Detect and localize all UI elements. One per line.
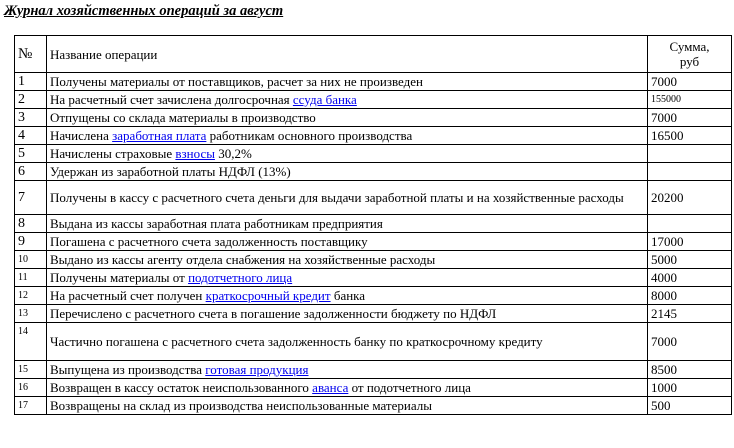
table-row <box>15 251 732 269</box>
row-number: 8 <box>15 215 47 233</box>
operation-text: Возвращен в кассу остаток неиспользованного <box>50 380 313 395</box>
operation-text: Погашена с расчетного счета задолженность поставщику <box>50 234 368 249</box>
header-operation-name: Название операции <box>47 36 648 73</box>
row-number: 15 <box>15 361 47 379</box>
operation-text: Получены материалы от поставщиков, расчет за них не произведен <box>50 74 423 89</box>
table-row <box>15 91 732 109</box>
term-link[interactable]: краткосрочный кредит <box>205 288 331 303</box>
row-number: 13 <box>15 305 47 323</box>
row-number: 14 <box>15 323 47 361</box>
table-row <box>15 215 732 233</box>
operation-text: работникам основного производства <box>206 128 413 143</box>
operation-name <box>47 73 648 91</box>
operation-name <box>47 215 648 233</box>
operation-name <box>47 323 648 361</box>
operation-name <box>47 181 648 215</box>
header-amount-line1: Сумма, <box>669 39 710 54</box>
amount-cell: 500 <box>648 397 732 415</box>
amount-cell: 7000 <box>648 73 732 91</box>
term-link[interactable]: готовая продукция <box>205 362 309 377</box>
row-number: 7 <box>15 181 47 215</box>
term-link[interactable]: аванса <box>312 380 349 395</box>
amount-cell: 7000 <box>648 323 732 361</box>
operation-name <box>47 251 648 269</box>
row-number: 5 <box>15 145 47 163</box>
table-row <box>15 73 732 91</box>
amount-cell: 20200 <box>648 181 732 215</box>
row-number: 4 <box>15 127 47 145</box>
operation-text: На расчетный счет получен <box>50 288 206 303</box>
row-number: 1 <box>15 73 47 91</box>
operation-text: Перечислено с расчетного счета в погашение задолженности бюджету по НДФЛ <box>50 306 497 321</box>
amount-cell: 2145 <box>648 305 732 323</box>
amount-cell: 17000 <box>648 233 732 251</box>
table-row <box>15 361 732 379</box>
header-number: № <box>15 36 47 73</box>
operation-text: Получены материалы от <box>50 270 189 285</box>
operation-text: Начислены страховые <box>50 146 176 161</box>
table-row <box>15 397 732 415</box>
table-row <box>15 323 732 361</box>
operation-text: Удержан из заработной платы НДФЛ (13%) <box>50 164 291 179</box>
row-number: 9 <box>15 233 47 251</box>
table-row <box>15 305 732 323</box>
operations-table <box>14 35 732 415</box>
amount-cell: 4000 <box>648 269 732 287</box>
operation-name <box>47 305 648 323</box>
operation-name <box>47 379 648 397</box>
operation-text: Выпущена из производства <box>50 362 206 377</box>
amount-cell: 155000 <box>648 91 732 109</box>
operation-text: Выдана из кассы заработная плата работникам предприятия <box>50 216 383 231</box>
term-link[interactable]: взносы <box>175 146 215 161</box>
operation-text: Возвращены на склад из производства неиспользованные материалы <box>50 398 432 413</box>
operation-text: Получены в кассу с расчетного счета деньги для выдачи заработной платы и на хозяйственные расходы <box>50 190 624 205</box>
table-row <box>15 233 732 251</box>
operation-name <box>47 109 648 127</box>
row-number: 3 <box>15 109 47 127</box>
term-link[interactable]: подотчетного лица <box>188 270 293 285</box>
row-number: 6 <box>15 163 47 181</box>
row-number: 17 <box>15 397 47 415</box>
amount-cell: 7000 <box>648 109 732 127</box>
row-number: 10 <box>15 251 47 269</box>
operation-name <box>47 397 648 415</box>
operation-text: банка <box>330 288 366 303</box>
amount-cell: 8000 <box>648 287 732 305</box>
header-amount <box>648 36 732 73</box>
row-number: 12 <box>15 287 47 305</box>
table-row <box>15 145 732 163</box>
amount-cell <box>648 215 732 233</box>
amount-cell <box>648 163 732 181</box>
row-number: 16 <box>15 379 47 397</box>
amount-cell: 1000 <box>648 379 732 397</box>
header-amount-line2: руб <box>679 54 700 69</box>
term-link[interactable]: ссуда банка <box>292 92 357 107</box>
table-row <box>15 127 732 145</box>
table-row <box>15 379 732 397</box>
table-row <box>15 269 732 287</box>
operation-text: Частично погашена с расчетного счета задолженность банку по краткосрочному кредиту <box>50 334 543 349</box>
operation-name <box>47 127 648 145</box>
operation-text: от подотчетного лица <box>348 380 471 395</box>
table-row <box>15 181 732 215</box>
operation-name <box>47 145 648 163</box>
operation-name <box>47 233 648 251</box>
amount-cell: 8500 <box>648 361 732 379</box>
row-number: 11 <box>15 269 47 287</box>
journal-title: Журнал хозяйственных операций за август <box>4 3 284 19</box>
operation-name <box>47 163 648 181</box>
header-row <box>15 36 732 73</box>
table-row <box>15 109 732 127</box>
row-number: 2 <box>15 91 47 109</box>
operation-text: На расчетный счет зачислена долгосрочная <box>50 92 293 107</box>
term-link[interactable]: заработная плата <box>112 128 207 143</box>
operation-text: Отпущены со склада материалы в производство <box>50 110 316 125</box>
table-row <box>15 287 732 305</box>
operation-text: 30,2% <box>214 146 252 161</box>
operation-text: Выдано из кассы агенту отдела снабжения на хозяйственные расходы <box>50 252 436 267</box>
amount-cell: 5000 <box>648 251 732 269</box>
operation-text: Начислена <box>50 128 113 143</box>
table-row <box>15 163 732 181</box>
operation-name <box>47 287 648 305</box>
amount-cell: 16500 <box>648 127 732 145</box>
operation-name <box>47 91 648 109</box>
amount-cell <box>648 145 732 163</box>
operation-name <box>47 361 648 379</box>
operation-name <box>47 269 648 287</box>
